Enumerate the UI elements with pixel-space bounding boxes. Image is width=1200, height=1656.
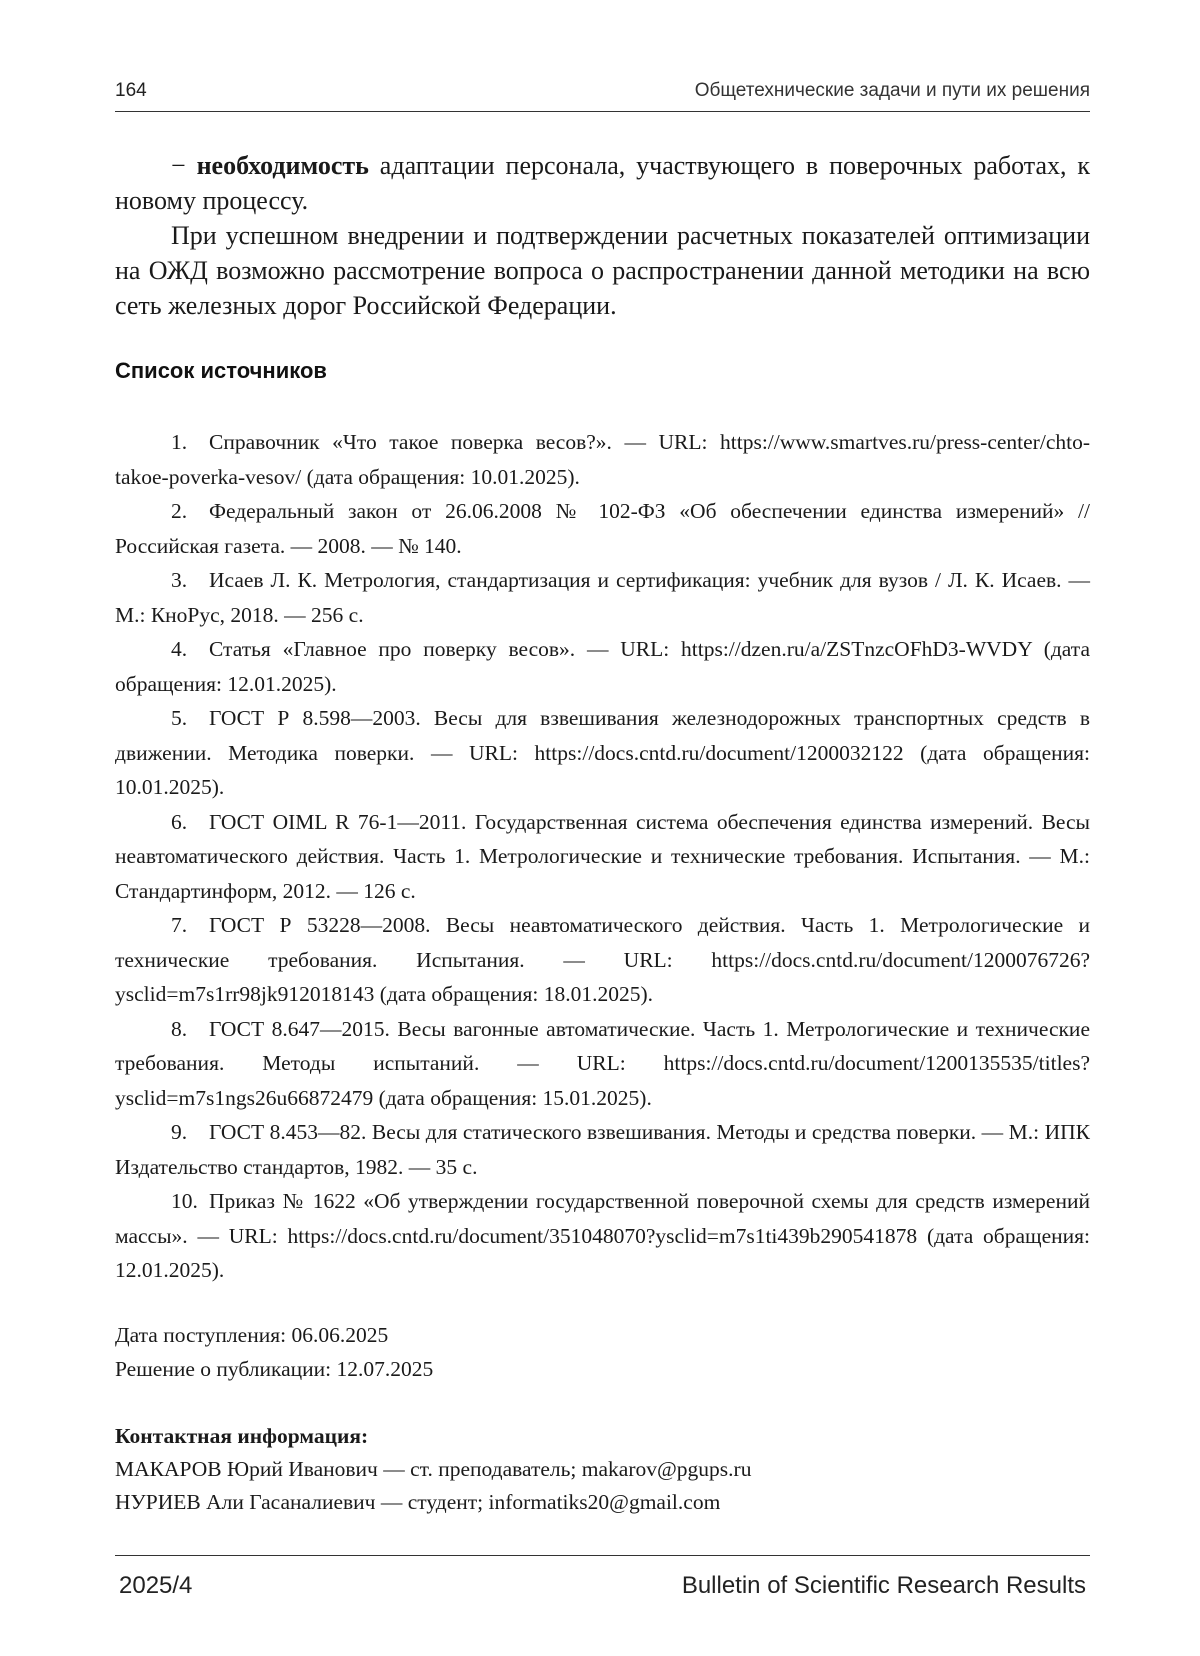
running-footer: [115, 1555, 1090, 1599]
reference-text: ГОСТ 8.647—2015. Весы вагонные автоматические. Часть 1. Метрологические и технические требования. Методы испытаний. — URL: https://docs.cntd.ru/document/1200135535/titles?ysclid=m7s1ngs26u66872479 (дата обращения: 15.01.2025).: [115, 1016, 1090, 1110]
reference-item: 10. Приказ № 1622 «Об утверждении государственной поверочной схемы для средств измерений массы». — URL: https://docs.cntd.ru/document/351048070?ysclid=m7s1ti439b290541878 (дата обращения: 12.01.2025).: [115, 1189, 1090, 1282]
reference-item: 2. Федеральный закон от 26.06.2008 № 102-ФЗ «Об обеспечении единства измерений» // Российская газета. — 2008. — № 140.: [115, 499, 1090, 558]
bold-term: необходимость: [196, 151, 369, 180]
reference-text: ГОСТ OIML R 76-1—2011. Государственная система обеспечения единства измерений. Весы неавтоматического действия. Часть 1. Метрологические и технические требования. Испытания. — М.: Стандартинформ, 2012. — 126 с.: [115, 809, 1090, 903]
running-header: [115, 78, 1090, 112]
decision-date: Решение о публикации: 12.07.2025: [115, 1357, 434, 1381]
reference-item: 6. ГОСТ OIML R 76-1—2011. Государственная система обеспечения единства измерений. Весы неавтоматического действия. Часть 1. Метрологические и технические требования. Испытания. — М.: Стандартинформ, 2012. — 126 с.: [115, 809, 1090, 903]
paragraph-1-text: адаптации персонала, участвующего в поверочных работах, к новому процессу.: [115, 151, 1091, 215]
contact-person: МАКАРОВ Юрий Иванович — ст. преподаватель; makarov@pgups.ru: [115, 1457, 752, 1481]
reference-text: ГОСТ Р 8.598—2003. Весы для взвешивания железнодорожных транспортных средств в движении. Методика поверки. — URL: https://docs.cntd.ru/document/1200032122 (дата обращения: 10.01.2025).: [115, 706, 1090, 799]
reference-text: Приказ № 1622 «Об утверждении государственной поверочной схемы для средств измерений массы». — URL: https://docs.cntd.ru/document/351048070?ysclid=m7s1ti439b290541878 (дата обращения: 12.01.2025).: [115, 1189, 1090, 1282]
list-dash: −: [171, 151, 197, 180]
references-heading: Список источников: [115, 358, 327, 383]
reference-text: Федеральный закон от 26.06.2008 № 102-ФЗ «Об обеспечении единства измерений» // Российская газета. — 2008. — № 140.: [115, 499, 1090, 558]
reference-text: Справочник «Что такое поверка весов?». — URL: https://www.smartves.ru/press-center/chto-takoe-poverka-vesov/ (дата обращения: 10.01.2025).: [115, 430, 1090, 489]
paragraph-2: При успешном внедрении и подтверждении расчетных показателей оптимизации на ОЖД возможно рассмотрение вопроса о распространении данной методики на всю сеть железных дорог Российской Федерации.: [115, 221, 1090, 320]
reference-item: 4. Статья «Главное про поверку весов». — URL: https://dzen.ru/a/ZSTnzcOFhD3-WVDY (дата обращения: 12.01.2025).: [115, 637, 1090, 696]
reference-text: Исаев Л. К. Метрология, стандартизация и сертификация: учебник для вузов / Л. К. Исаев. — М.: КноРус, 2018. — 256 с.: [115, 568, 1090, 627]
received-date: Дата поступления: 06.06.2025: [115, 1323, 389, 1347]
paragraph-1: [115, 148, 1090, 218]
page-number: 164: [115, 80, 147, 101]
publication-dates: [115, 1318, 433, 1386]
reference-text: ГОСТ 8.453—82. Весы для статического взвешивания. Методы и средства поверки. — М.: ИПК Издательство стандартов, 1982. — 35 с.: [115, 1120, 1090, 1179]
reference-item: 1. Справочник «Что такое поверка весов?». — URL: https://www.smartves.ru/press-center/chto-takoe-poverka-vesov/ (дата обращения: 10.01.2025).: [115, 430, 1090, 489]
issue-number: 2025/4: [119, 1572, 193, 1599]
contact-heading: Контактная информация:: [115, 1424, 369, 1448]
section-title: Общетехнические задачи и пути их решения: [694, 80, 1090, 101]
body-text: [115, 148, 1090, 323]
reference-item: 3. Исаев Л. К. Метрология, стандартизация и сертификация: учебник для вузов / Л. К. Исаев. — М.: КноРус, 2018. — 256 с.: [115, 568, 1090, 627]
journal-title: Bulletin of Scientific Research Results: [681, 1572, 1086, 1599]
contact-person: НУРИЕВ Али Гасаналиевич — студент; informatiks20@gmail.com: [115, 1490, 721, 1514]
contact-info: [115, 1420, 751, 1519]
reference-item: 7. ГОСТ Р 53228—2008. Весы неавтоматического действия. Часть 1. Метрологические и технические требования. Испытания. — URL: https://docs.cntd.ru/document/1200076726?ysclid=m7s1rr98jk912018143 (дата обращения: 18.01.2025).: [115, 913, 1090, 1006]
reference-text: ГОСТ Р 53228—2008. Весы неавтоматического действия. Часть 1. Метрологические и технические требования. Испытания. — URL: https://docs.cntd.ru/document/1200076726?ysclid=m7s1rr98jk912018143 (дата обращения: 18.01.2025).: [115, 913, 1090, 1006]
reference-item: 5. ГОСТ Р 8.598—2003. Весы для взвешивания железнодорожных транспортных средств в движении. Методика поверки. — URL: https://docs.cntd.ru/document/1200032122 (дата обращения: 10.01.2025).: [115, 706, 1090, 799]
reference-item: 9. ГОСТ 8.453—82. Весы для статического взвешивания. Методы и средства поверки. — М.: ИПК Издательство стандартов, 1982. — 35 с.: [115, 1120, 1090, 1179]
reference-item: 8. ГОСТ 8.647—2015. Весы вагонные автоматические. Часть 1. Метрологические и технические требования. Методы испытаний. — URL: https://docs.cntd.ru/document/1200135535/titles?ysclid=m7s1ngs26u66872479 (дата обращения: 15.01.2025).: [115, 1016, 1090, 1110]
references-list: [115, 425, 1090, 1288]
reference-text: Статья «Главное про поверку весов». — URL: https://dzen.ru/a/ZSTnzcOFhD3-WVDY (дата обращения: 12.01.2025).: [115, 637, 1090, 696]
